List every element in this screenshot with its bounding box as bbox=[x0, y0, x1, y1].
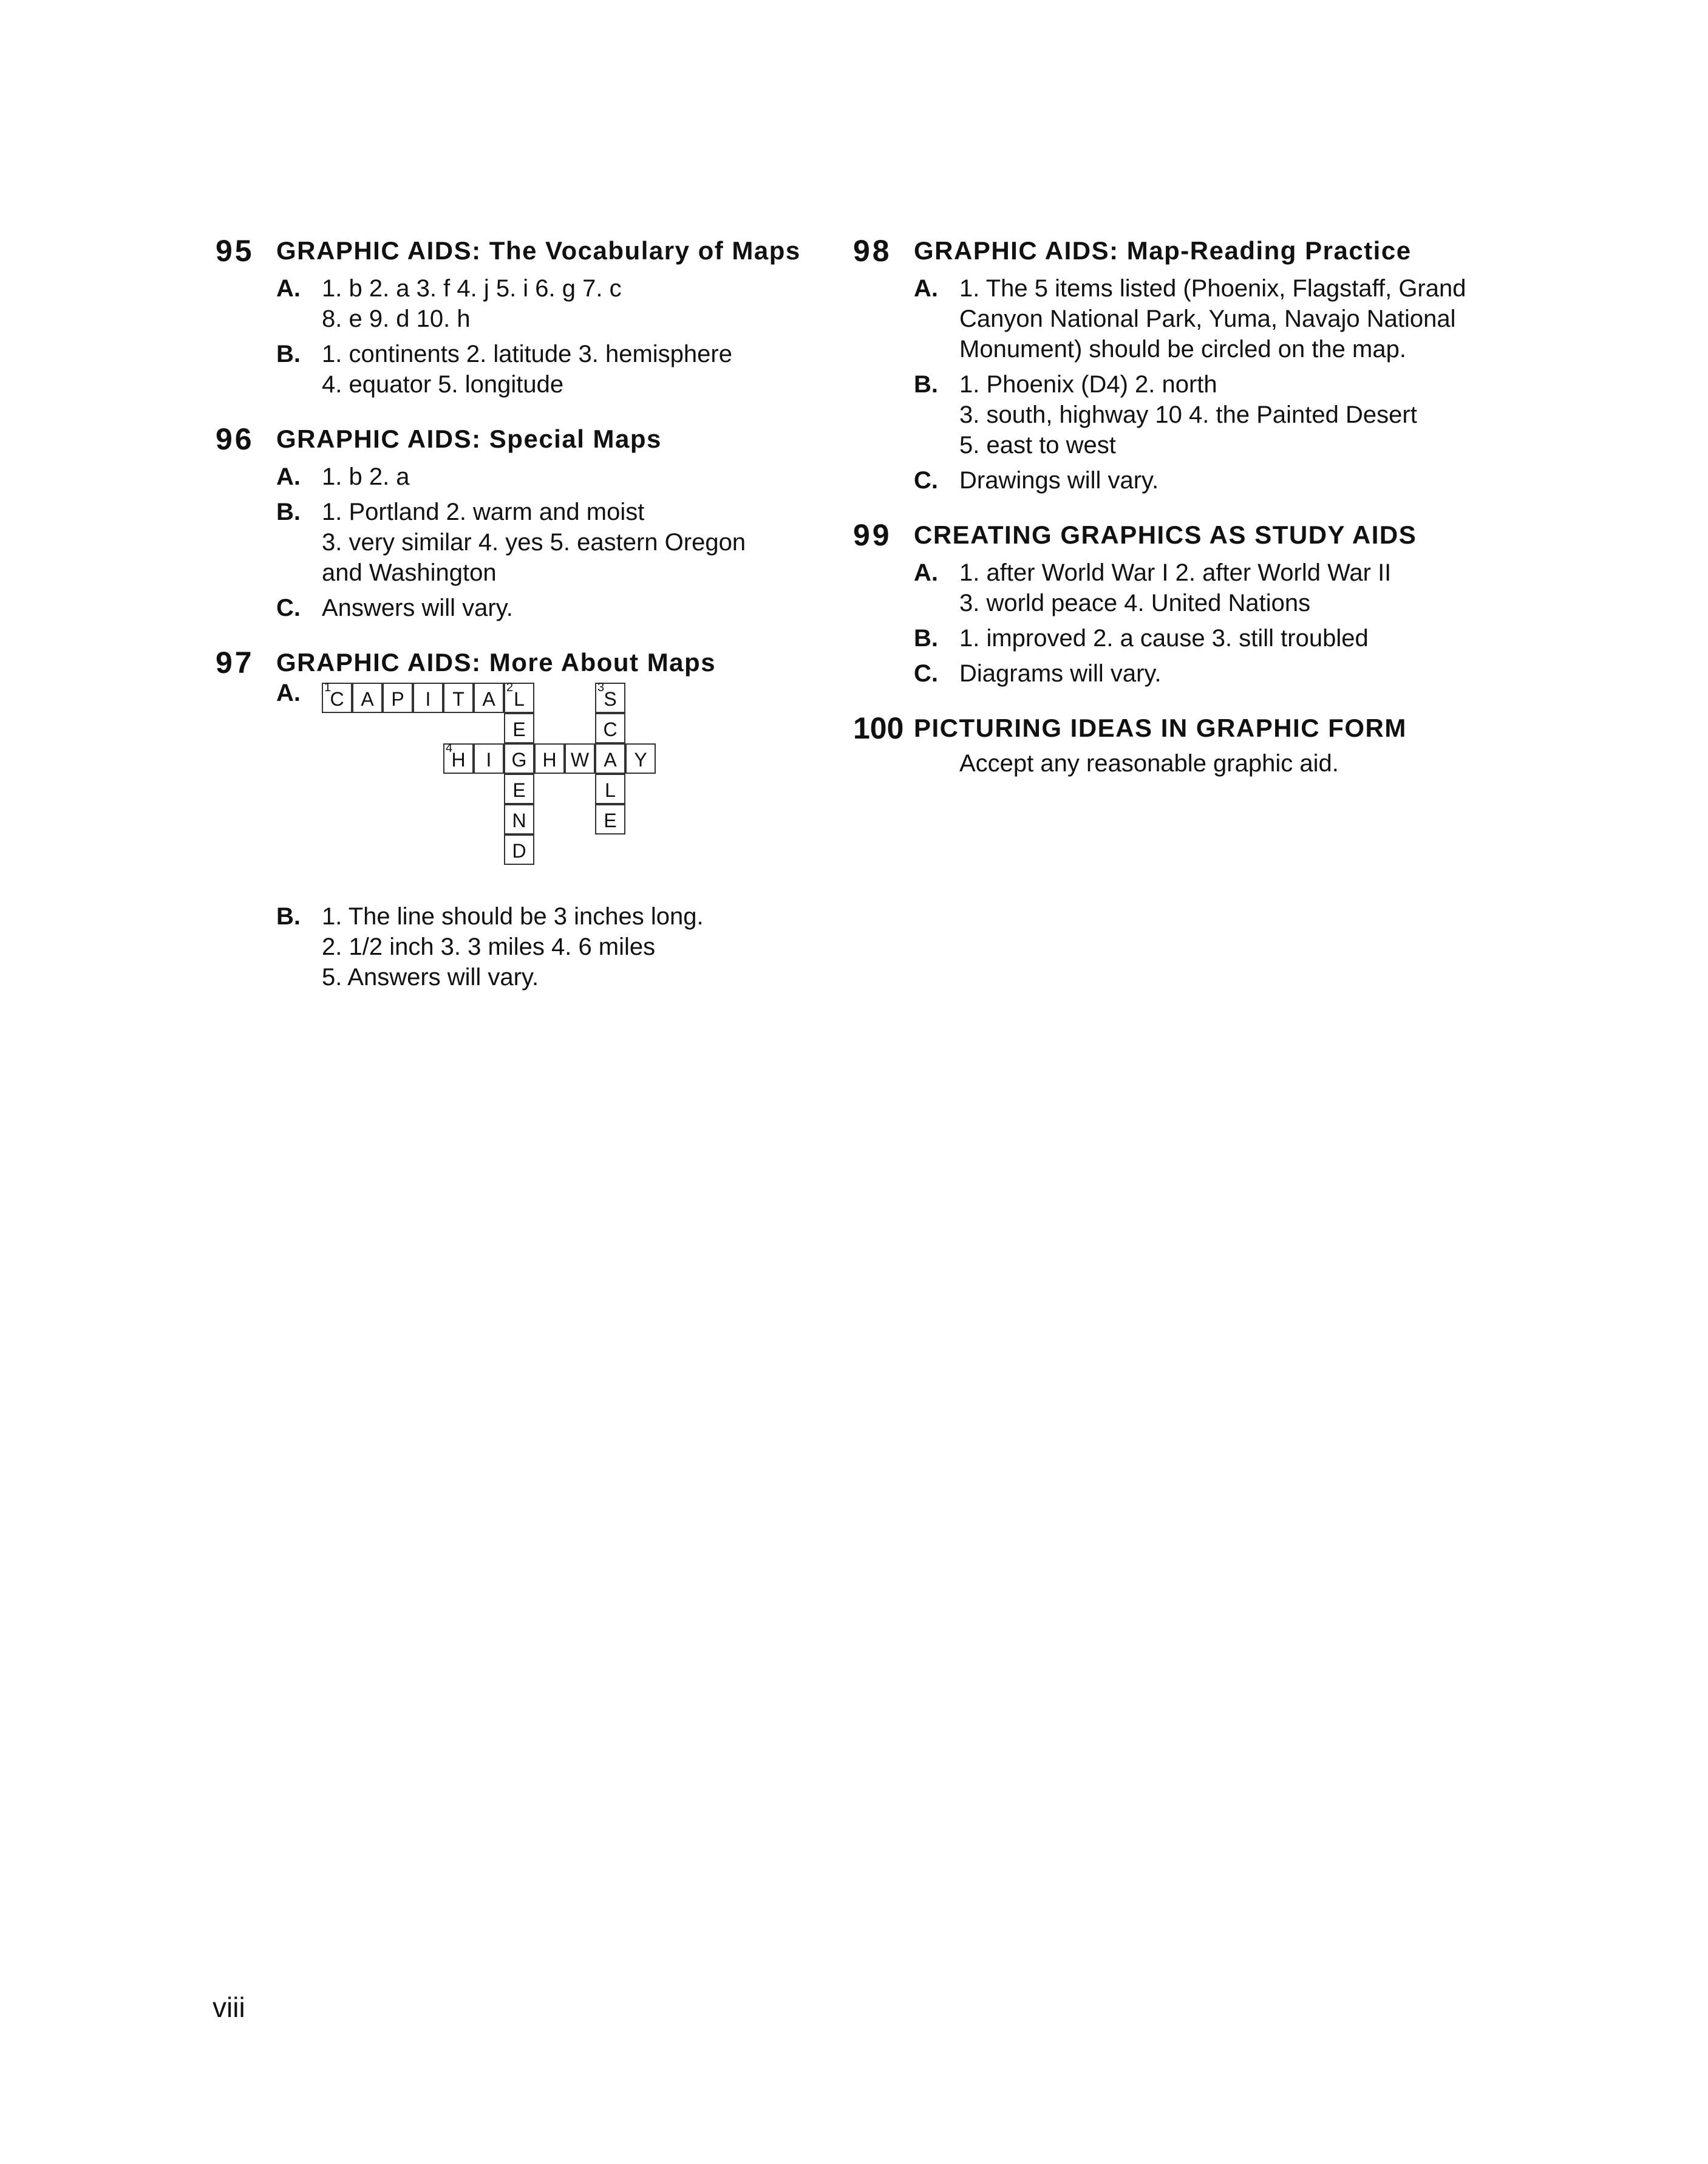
crossword-letter: N bbox=[512, 810, 526, 831]
crossword-cell bbox=[565, 743, 595, 774]
part-letter: C. bbox=[914, 660, 938, 687]
part-letter: C. bbox=[276, 595, 301, 621]
section-97 bbox=[216, 643, 811, 992]
crossword-cell bbox=[474, 743, 504, 774]
section-number: 99 bbox=[853, 518, 892, 552]
crossword-cell bbox=[352, 683, 383, 713]
section-title: GRAPHIC AIDS: Special Maps bbox=[276, 425, 662, 453]
part-a bbox=[914, 558, 1448, 618]
section-title: GRAPHIC AIDS: The Vocabulary of Maps bbox=[276, 236, 801, 265]
answer-line: 3. south, highway 10 4. the Painted Desert bbox=[959, 401, 1417, 428]
part-letter: B. bbox=[276, 903, 301, 930]
crossword-cell bbox=[443, 743, 474, 774]
crossword-letter: H bbox=[451, 749, 466, 771]
page-number: viii bbox=[213, 1992, 245, 2023]
section-96 bbox=[216, 419, 811, 623]
crossword-letter: L bbox=[514, 688, 525, 710]
section-number: 98 bbox=[853, 234, 892, 268]
clue-number: 4 bbox=[446, 742, 453, 755]
crossword-letter: S bbox=[604, 688, 617, 710]
crossword-cell bbox=[413, 683, 443, 713]
answer-line: Monument) should be circled on the map. bbox=[959, 336, 1406, 363]
clue-number: 1 bbox=[324, 681, 332, 694]
section-title: CREATING GRAPHICS AS STUDY AIDS bbox=[914, 521, 1417, 549]
part-b bbox=[276, 497, 811, 588]
section-99 bbox=[853, 515, 1448, 689]
right-column bbox=[853, 231, 1466, 798]
part-b bbox=[914, 623, 1448, 654]
crossword-cell bbox=[534, 743, 565, 774]
left-column bbox=[216, 231, 811, 1012]
crossword-cell bbox=[595, 774, 625, 804]
crossword bbox=[276, 680, 811, 871]
part-letter: A. bbox=[914, 559, 938, 586]
crossword-cell bbox=[595, 743, 625, 774]
part-letter: A. bbox=[276, 680, 301, 706]
crossword-letter: I bbox=[425, 688, 431, 710]
section-100 bbox=[853, 708, 1448, 779]
crossword-letter: G bbox=[511, 749, 527, 771]
part-letter: A. bbox=[276, 463, 301, 490]
crossword-letter: A bbox=[361, 688, 374, 710]
part-b bbox=[276, 339, 811, 400]
crossword-cell bbox=[443, 683, 474, 713]
crossword-cell bbox=[625, 743, 656, 774]
part-b bbox=[914, 369, 1448, 460]
answer-line: 1. Portland 2. warm and moist bbox=[322, 499, 645, 525]
crossword-letter: E bbox=[604, 810, 617, 831]
clue-number: 2 bbox=[506, 681, 514, 694]
answer-line: Diagrams will vary. bbox=[959, 660, 1162, 687]
crossword-cell bbox=[595, 713, 625, 743]
crossword-letter: T bbox=[452, 688, 464, 710]
section-number: 95 bbox=[216, 234, 254, 268]
section-title: GRAPHIC AIDS: More About Maps bbox=[276, 648, 716, 677]
crossword-letter: D bbox=[512, 840, 526, 862]
answer-line: Canyon National Park, Yuma, Navajo National bbox=[959, 305, 1456, 332]
crossword-cell bbox=[595, 683, 625, 713]
answer-line: 3. world peace 4. United Nations bbox=[959, 590, 1311, 616]
crossword-letter: W bbox=[570, 749, 590, 771]
crossword-letter: L bbox=[605, 779, 616, 801]
part-letter: A. bbox=[914, 275, 938, 302]
section-number: 97 bbox=[216, 646, 254, 680]
answer-line: Accept any reasonable graphic aid. bbox=[959, 750, 1339, 777]
answer-line: and Washington bbox=[322, 559, 497, 586]
answer-line: 1. b 2. a bbox=[322, 463, 410, 490]
crossword-cell bbox=[504, 713, 534, 743]
crossword-cell bbox=[504, 804, 534, 835]
part-letter: B. bbox=[276, 499, 301, 525]
answer-line: 1. Phoenix (D4) 2. north bbox=[959, 371, 1217, 398]
part-letter: B. bbox=[914, 371, 938, 398]
answer-line: 1. b 2. a 3. f 4. j 5. i 6. g 7. c bbox=[322, 275, 622, 302]
crossword-letter: C bbox=[603, 718, 618, 740]
answer-line: 1. continents 2. latitude 3. hemisphere bbox=[322, 341, 732, 367]
answer-line: 3. very similar 4. yes 5. eastern Oregon bbox=[322, 529, 746, 556]
part-letter: B. bbox=[276, 341, 301, 367]
crossword-cell bbox=[322, 683, 352, 713]
answer-line: 5. east to west bbox=[959, 432, 1116, 459]
crossword-cell bbox=[504, 683, 534, 713]
crossword-letter: Y bbox=[634, 749, 647, 771]
answer-line: Drawings will vary. bbox=[959, 467, 1159, 494]
part-a bbox=[276, 462, 811, 492]
part-letter: C. bbox=[914, 467, 938, 494]
crossword-letter: A bbox=[604, 749, 617, 771]
crossword-cell bbox=[504, 835, 534, 865]
crossword-cell bbox=[595, 804, 625, 835]
part-c bbox=[914, 465, 1448, 496]
answer-line: Answers will vary. bbox=[322, 595, 513, 621]
answer-line: 1. after World War I 2. after World War II bbox=[959, 559, 1392, 586]
part-letter: B. bbox=[914, 625, 938, 652]
section-number: 100 bbox=[853, 711, 904, 745]
part-a bbox=[276, 273, 811, 334]
answer-line: 1. improved 2. a cause 3. still troubled bbox=[959, 625, 1369, 652]
section-title: GRAPHIC AIDS: Map-Reading Practice bbox=[914, 236, 1412, 265]
part-c bbox=[914, 658, 1448, 689]
clue-number: 3 bbox=[597, 681, 605, 694]
crossword-letter: I bbox=[486, 749, 492, 771]
section-number: 96 bbox=[216, 422, 254, 456]
crossword-letter: C bbox=[330, 688, 344, 710]
answer-line: 2. 1/2 inch 3. 3 miles 4. 6 miles bbox=[322, 934, 656, 960]
part-b bbox=[276, 901, 811, 992]
answer-line: 8. e 9. d 10. h bbox=[322, 305, 471, 332]
crossword-cell bbox=[504, 743, 534, 774]
crossword-letter: E bbox=[512, 779, 526, 801]
section-98 bbox=[853, 231, 1466, 496]
part-letter: A. bbox=[276, 275, 301, 302]
section-title: PICTURING IDEAS IN GRAPHIC FORM bbox=[914, 714, 1407, 742]
answer-line: 5. Answers will vary. bbox=[322, 964, 539, 991]
answer-line: 1. The 5 items listed (Phoenix, Flagstaff, Grand bbox=[959, 275, 1466, 302]
crossword-letter: P bbox=[391, 688, 404, 710]
section-95 bbox=[216, 231, 811, 400]
crossword-letter: H bbox=[542, 749, 557, 771]
answer-line: 4. equator 5. longitude bbox=[322, 371, 564, 398]
crossword-cell bbox=[474, 683, 504, 713]
crossword-letter: A bbox=[482, 688, 495, 710]
crossword-cell bbox=[383, 683, 413, 713]
crossword-letter: E bbox=[512, 718, 526, 740]
part-c bbox=[276, 593, 811, 623]
crossword-cell bbox=[504, 774, 534, 804]
answer-line: 1. The line should be 3 inches long. bbox=[322, 903, 704, 930]
part-a bbox=[914, 273, 1466, 364]
